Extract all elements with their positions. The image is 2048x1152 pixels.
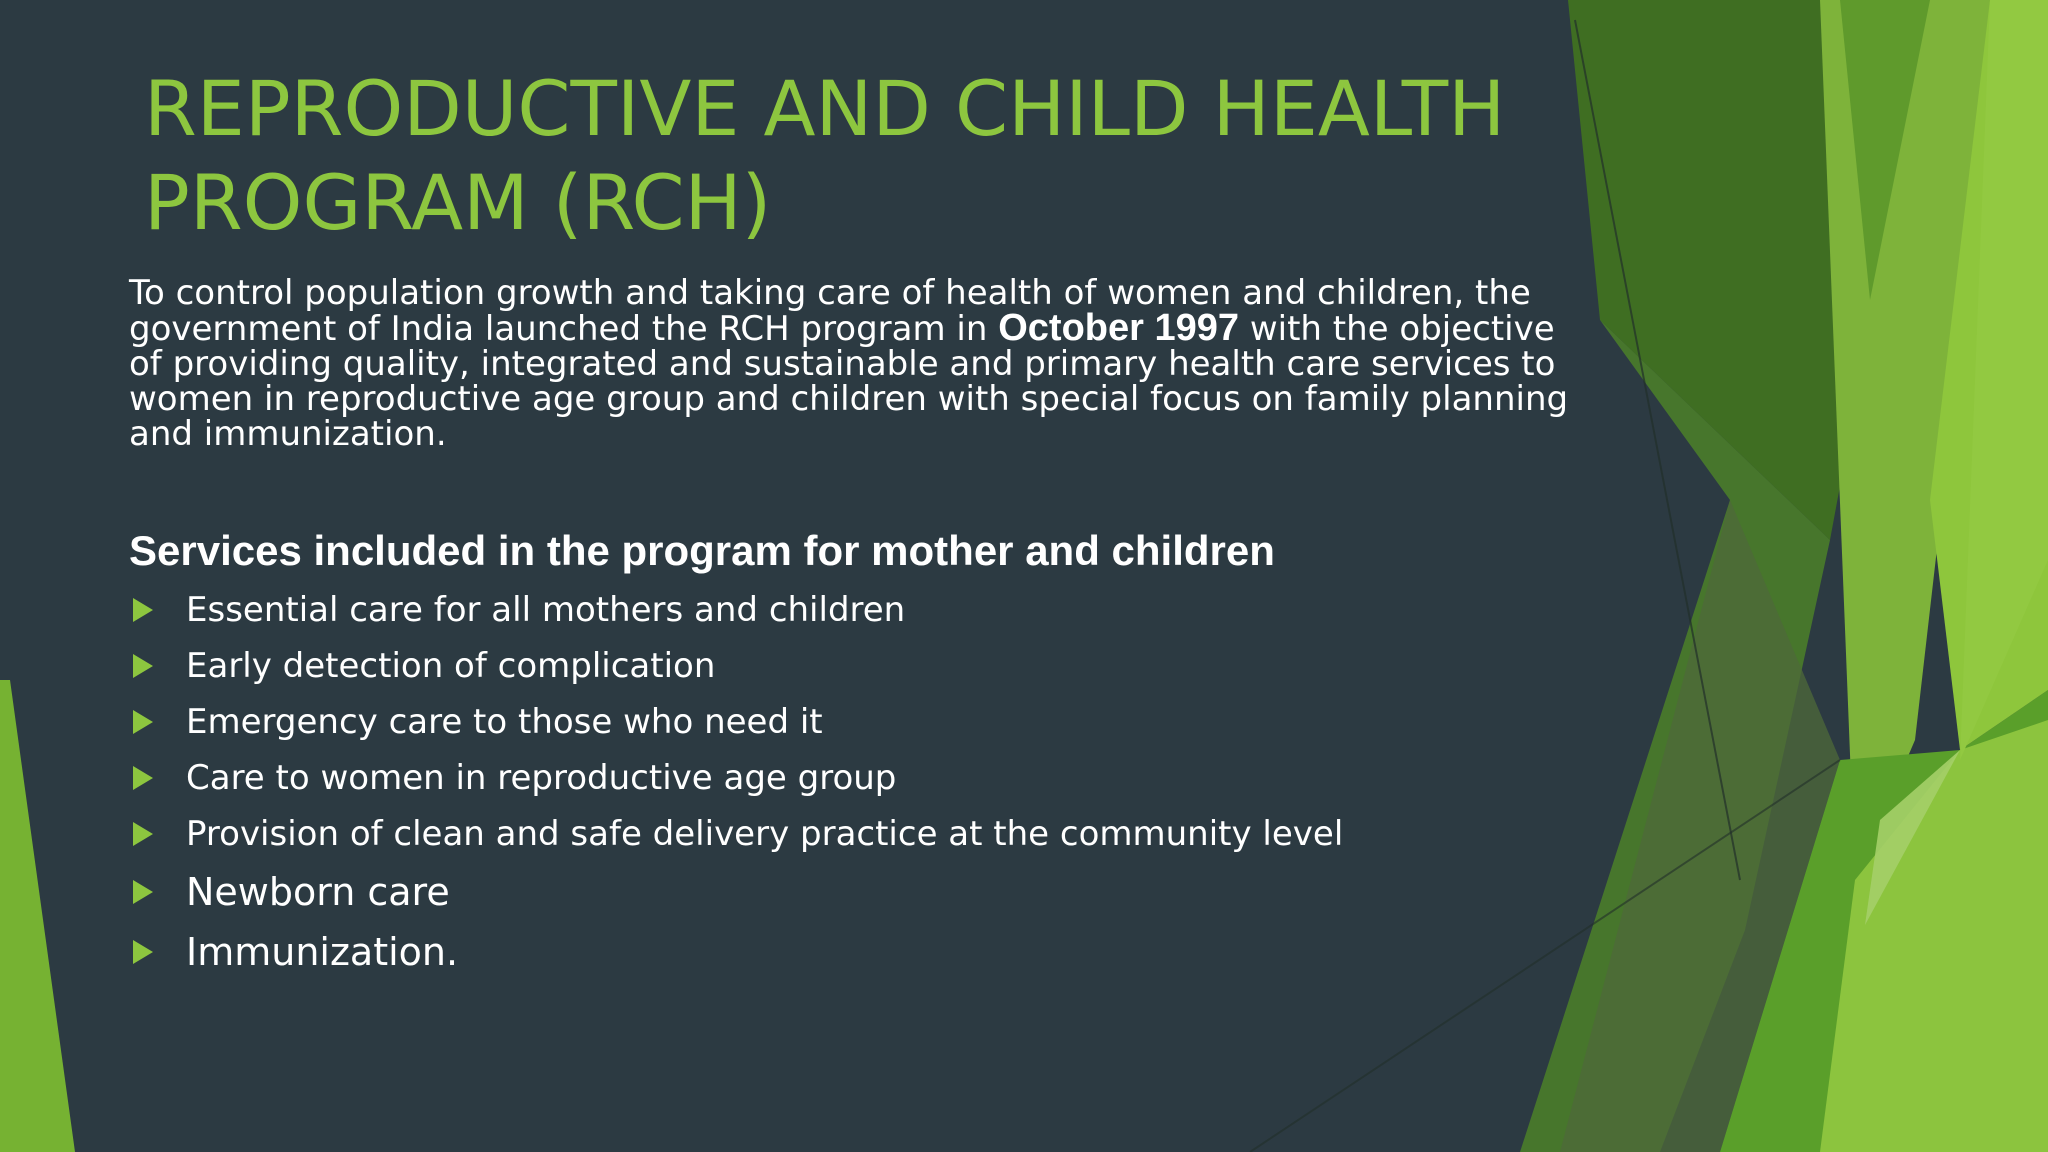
services-list [129, 582, 1343, 982]
services-heading: Services included in the program for mother and children [129, 527, 1275, 574]
list-item [129, 638, 1343, 694]
intro-line-2 [129, 307, 1559, 349]
intro-line-2-start: government of India launched the RCH program in [129, 309, 999, 349]
list-item-text: Newborn care [186, 870, 450, 914]
list-item-text: Emergency care to those who need it [186, 702, 823, 742]
list-item [129, 806, 1343, 862]
list-item [129, 862, 1343, 922]
intro-line-3: of providing quality, integrated and sustainable and primary health care services to [129, 344, 1556, 384]
intro-line-1: To control population growth and taking care of health of women and children, the [129, 273, 1531, 313]
list-item-text: Provision of clean and safe delivery practice at the community level [186, 814, 1344, 854]
list-item [129, 922, 1343, 982]
triangle-right-icon [133, 880, 153, 904]
list-item-text: Early detection of complication [186, 646, 716, 686]
triangle-right-icon [133, 654, 153, 678]
intro-line-4: women in reproductive age group and children with special focus on family planning [129, 379, 1569, 419]
list-item [129, 694, 1343, 750]
title-line-2: PROGRAM (RCH) [144, 158, 772, 247]
list-item [129, 750, 1343, 806]
launch-date-emphasis: October 1997 [998, 307, 1240, 349]
list-item-text: Immunization. [186, 930, 459, 974]
triangle-right-icon [133, 598, 153, 622]
list-item-text: Essential care for all mothers and children [186, 590, 906, 630]
triangle-right-icon [133, 822, 153, 846]
triangle-right-icon [133, 940, 153, 964]
list-item-text: Care to women in reproductive age group [186, 758, 897, 798]
slide-title [144, 62, 1544, 250]
triangle-right-icon [133, 766, 153, 790]
triangle-right-icon [133, 710, 153, 734]
list-item [129, 582, 1343, 638]
intro-line-5: and immunization. [129, 414, 447, 454]
title-line-1: REPRODUCTIVE AND CHILD HEALTH [144, 64, 1506, 153]
intro-line-2-end: with the objective [1239, 309, 1555, 349]
intro-paragraph [129, 273, 1569, 454]
